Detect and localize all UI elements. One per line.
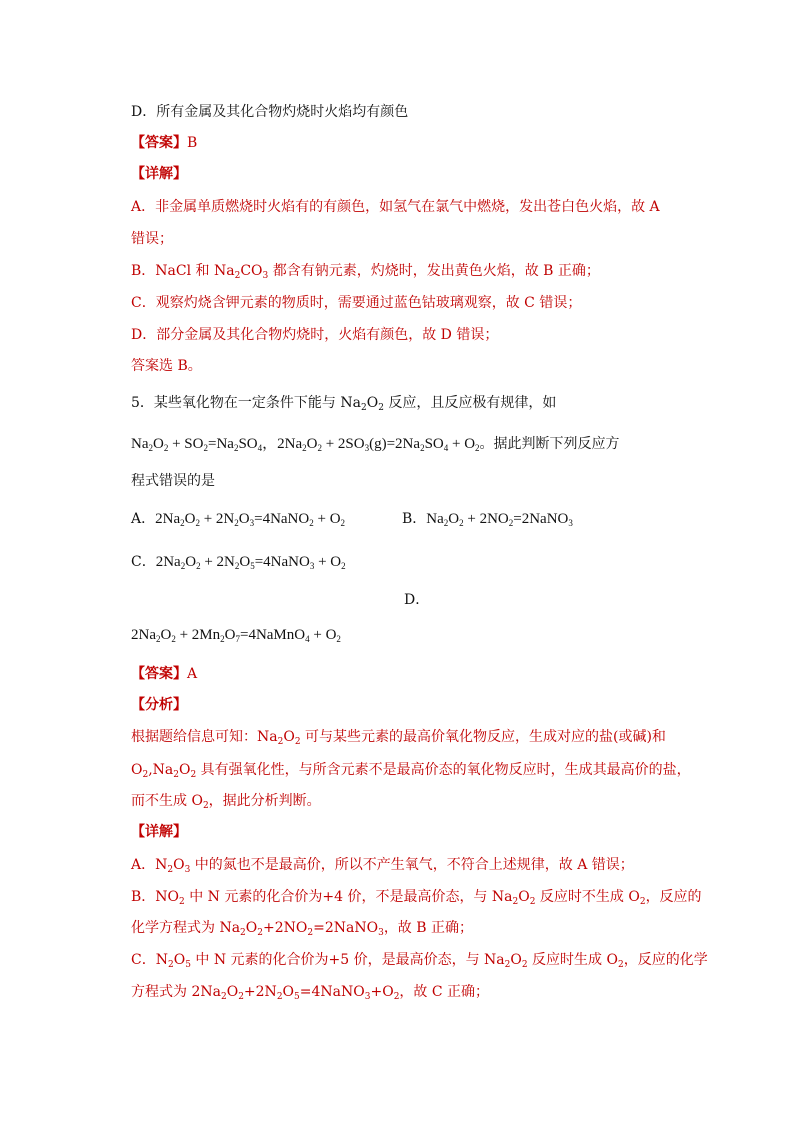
q4-detail-c: C．观察灼烧含钾元素的物质时，需要通过蓝色钴玻璃观察，故 C 错误； xyxy=(131,295,582,311)
q5-detail-c-line1: C．$N_2O_5$ 中 N 元素的化合价为+5 价，是最高价态，与 $Na_2O_2$ 反应时生成 $O_2$，反应的化学 xyxy=(131,952,708,970)
q5-option-d-label: D． xyxy=(404,592,430,608)
q5-analysis-tag: 【分析】 xyxy=(131,697,187,713)
q5-option-d: $2Na_2O_2$ + $2Mn_2O_7=4NaMnO_4 + O_2$ xyxy=(131,627,341,644)
q4-detail-tag: 【详解】 xyxy=(131,166,187,182)
q5-option-a: A．$2Na_2O_2$ + $2N_2O_3=4NaNO_2 + O_2$ xyxy=(131,511,346,528)
q5-stem-line1: 5．某些氧化物在一定条件下能与 $Na_2O_2$ 反应，且反应极有规律，如 xyxy=(131,395,557,413)
q5-analysis-line3: 而不生成 $O_2$，据此分析判断。 xyxy=(131,793,321,811)
q4-option-d: D．所有金属及其化合物灼烧时火焰均有颜色 xyxy=(131,104,409,120)
q5-detail-b-line1: B．$NO_2$ 中 N 元素的化合价为+4 价，不是最高价态，与 $Na_2O_2$ 反应时不生成 $O_2$，反应的 xyxy=(131,889,702,907)
q4-detail-a-line2: 错误； xyxy=(131,231,173,247)
answer-value: B xyxy=(187,135,198,151)
q4-conclusion: 答案选 B。 xyxy=(131,358,202,374)
q5-analysis-line2: $O_2,Na_2O_2$ 具有强氧化性，与所含元素不是最高价态的氧化物反应时，生成其最高价的盐， xyxy=(131,762,691,780)
q4-detail-b: B．NaCl 和 $Na_2CO_3$ 都含有钠元素，灼烧时，发出黄色火焰，故 B 正确； xyxy=(131,263,600,281)
q4-detail-d: D．部分金属及其化合物灼烧时，火焰有颜色，故 D 错误； xyxy=(131,327,499,343)
q5-option-c: C．$2Na_2O_2$ + $2N_2O_5=4NaNO_3 + O_2$ xyxy=(131,554,346,571)
q5-detail-c-line2: 方程式为 $2Na_2O_2+2N_2O_5=4NaNO_3+O_2$，故 C 正确； xyxy=(131,984,490,1002)
q5-analysis-line1: 根据题给信息可知：$Na_2O_2$ 可与某些元素的最高价氧化物反应，生成对应的盐(或碱)和 xyxy=(131,729,666,747)
answer-tag: 【答案】 xyxy=(131,135,187,151)
q5-detail-tag: 【详解】 xyxy=(131,824,187,840)
q5-option-b: B．$Na_2O_2$ + $2NO_2=2NaNO_3$ xyxy=(402,511,573,528)
q5-detail-b-line2: 化学方程式为 $Na_2O_2+2NO_2=2NaNO_3$，故 B 正确； xyxy=(131,920,474,938)
q5-detail-a: A．$N_2O_3$ 中的氮也不是最高价，所以不产生氧气，不符合上述规律，故 A 错误； xyxy=(131,857,634,875)
q5-stem-line2: $Na_2O_2 + SO_2=Na_2SO_4$，$2Na_2O_2 + 2SO_3(g)=2Na_2SO_4 + O_2$。据此判断下列反应方 xyxy=(131,436,620,453)
q5-stem-line3: 程式错误的是 xyxy=(131,473,215,489)
q4-answer xyxy=(131,133,197,153)
q4-detail-a-line1: A．非金属单质燃烧时火焰有的有颜色，如氢气在氯气中燃烧，发出苍白色火焰，故 A xyxy=(131,199,660,215)
q5-answer: 【答案】A xyxy=(131,666,198,682)
